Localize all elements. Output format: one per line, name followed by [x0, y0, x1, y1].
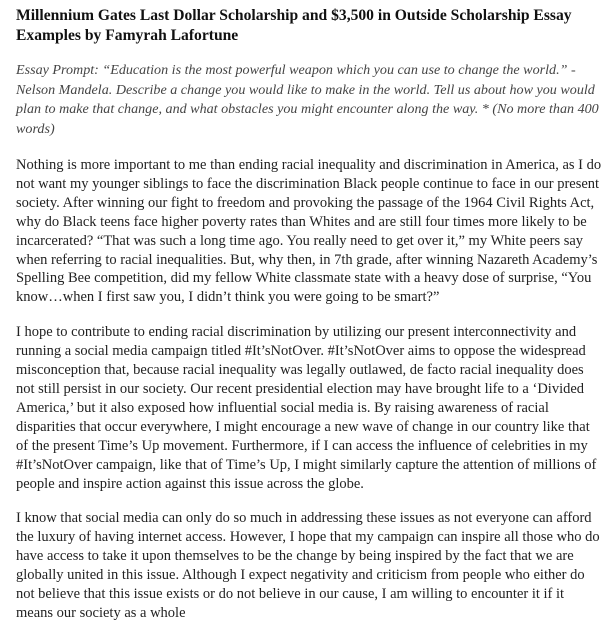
essay-document	[16, 6, 602, 623]
page-title: Millennium Gates Last Dollar Scholarship and $3,500 in Outside Scholarship Essay Examples by Famyrah Lafortune	[16, 7, 572, 44]
essay-paragraph-1: Nothing is more important to me than ending racial inequality and discrimination in America, as I do not want my younger siblings to face the discrimination Black people continue to face in our present society. After winning our fight to freedom and provoking the passage of the 1964 Civil Rights Act, why do Black teens face higher poverty rates than Whites and are still four times more likely to be incarcerated? “That was such a long time ago. You really need to get over it,” my White peers say when referring to racial inequalities. But, why then, in 7th grade, after winning Nazareth Academy’s Spelling Bee competition, did my fellow White classmate state with a heavy dose of surprise, “You know…when I first saw you, I didn’t think you were going to be smart?”	[16, 157, 602, 306]
essay-prompt: Essay Prompt: “Education is the most powerful weapon which you can use to change the world.” - Nelson Mandela. Describe a change you would like to make in the world. Tell us about how you would plan to make that change, and what obstacles you might encounter along the way. * (No more than 400 words)	[16, 62, 599, 137]
essay-paragraph-3: I know that social media can only do so much in addressing these issues as not everyone can afford the luxury of having internet access. However, I hope that my campaign can inspire all those who do have access to take it upon themselves to be the change by being inspired by the fact that we are globally united in this issue. Although I expect negativity and criticism from people who either do not believe that this issue exists or do not believe in our cause, I am willing to encounter it if it means our society as a whole	[16, 510, 600, 621]
essay-paragraph-2: I hope to contribute to ending racial discrimination by utilizing our present interconnectivity and running a social media campaign titled #It’sNotOver. #It’sNotOver aims to oppose the widespread misconception that, because racial inequality was legally outlawed, de facto racial inequality does not still persist in our society. Our recent presidential election may have brought life to a ‘Divided America,’ but it also exposed how influential social media is. By raising awareness of racial disparities that occur everywhere, I might encourage a new wave of change in our country like that of the present Time’s Up movement. Furthermore, if I can access the influence of celebrities in my #It’sNotOver campaign, like that of Time’s Up, I might similarly capture the attention of millions of people and inspire action against this issue across the globe.	[16, 324, 597, 492]
